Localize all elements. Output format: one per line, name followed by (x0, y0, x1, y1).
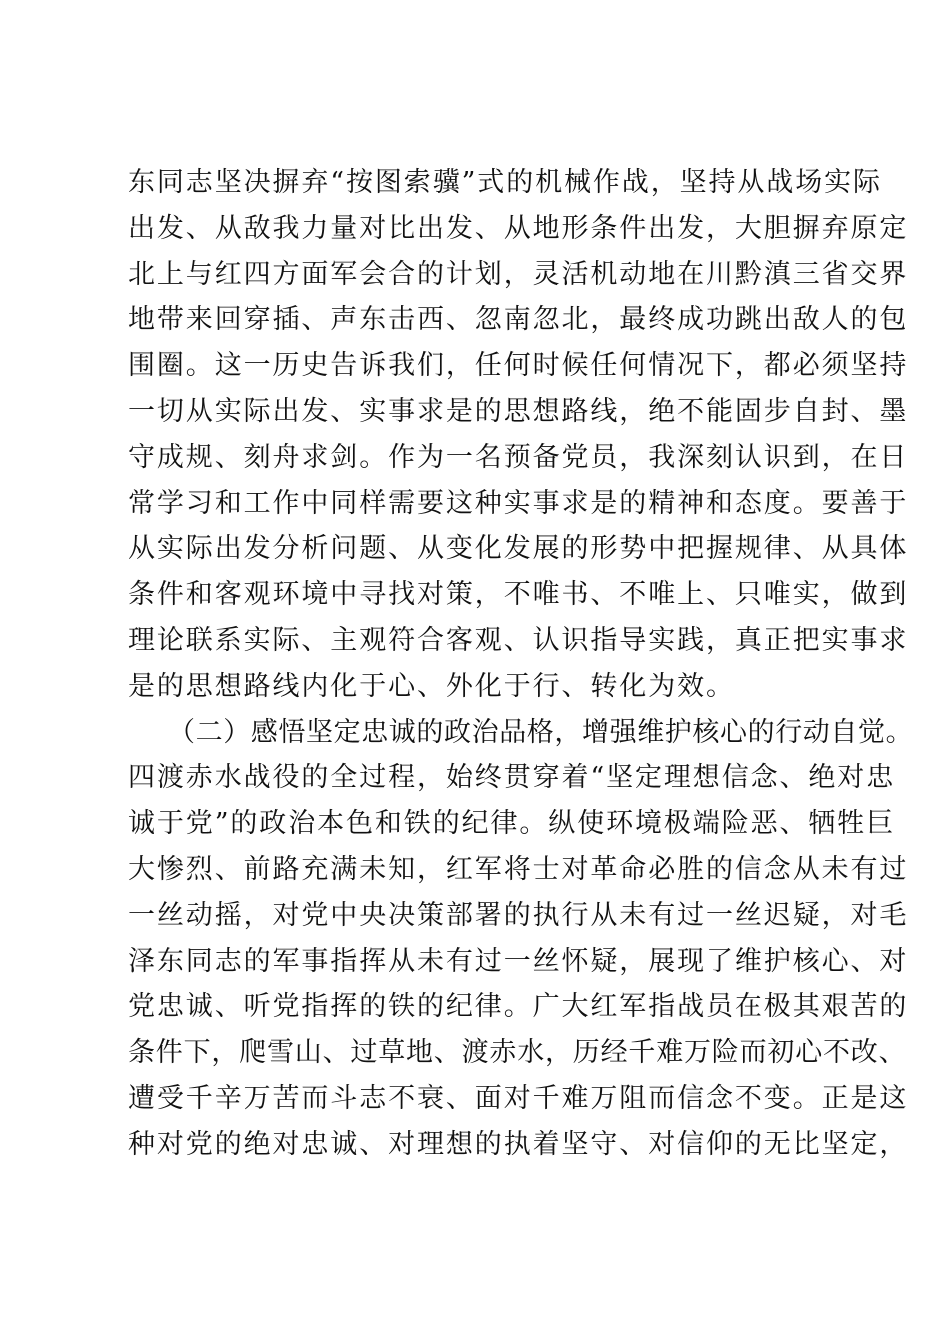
body-text (128, 160, 914, 1168)
text-line: 围圈。这一历史告诉我们，任何时候任何情况下，都必须坚持 (128, 350, 909, 382)
text-line: 种对党的绝对忠诚、对理想的执着坚守、对信仰的无比坚定， (128, 1128, 909, 1160)
text-line: 理论联系实际、主观符合客观、认识指导实践，真正把实事求 (128, 624, 909, 656)
section-heading: （二）感悟坚定忠诚的政治品格，增强维护核心的行动自觉。 (168, 716, 914, 748)
text-line: 北上与红四方面军会合的计划，灵活机动地在川黔滇三省交界 (128, 258, 909, 290)
text-line: 四渡赤水战役的全过程，始终贯穿着“坚定理想信念、绝对忠 (128, 762, 896, 794)
text-line: 地带来回穿插、声东击西、忽南忽北，最终成功跳出敌人的包 (128, 304, 909, 336)
text-line: 东同志坚决摒弃“按图索骥”式的机械作战，坚持从战场实际 (128, 167, 882, 198)
text-line: 党忠诚、听党指挥的铁的纪律。广大红军指战员在极其艰苦的 (128, 991, 909, 1023)
text-line: 条件和客观环境中寻找对策，不唯书、不唯上、只唯实，做到 (128, 579, 909, 611)
text-line: 泽东同志的军事指挥从未有过一丝怀疑，展现了维护核心、对 (128, 945, 909, 977)
text-line: 一丝动摇，对党中央决策部署的执行从未有过一丝迟疑，对毛 (128, 899, 909, 931)
text-line: 常学习和工作中同样需要这种实事求是的精神和态度。要善于 (128, 487, 909, 519)
text-line: 条件下，爬雪山、过草地、渡赤水，历经千难万险而初心不改、 (128, 1037, 907, 1069)
text-line: 出发、从敌我力量对比出发、从地形条件出发，大胆摒弃原定 (128, 212, 909, 244)
text-line: 诚于党”的政治本色和铁的纪律。纵使环境极端险恶、牺牲巨 (128, 808, 896, 840)
text-line: 是的思想路线内化于心、外化于行、转化为效。 (128, 670, 735, 702)
text-line: 从实际出发分析问题、从变化发展的形势中把握规律、从具体 (128, 533, 909, 565)
text-line: 一切从实际出发、实事求是的思想路线，绝不能固步自封、墨 (128, 395, 909, 427)
text-line: 遭受千辛万苦而斗志不衰、面对千难万阻而信念不变。正是这 (128, 1082, 909, 1114)
text-line: 大惨烈、前路充满未知，红军将士对革命必胜的信念从未有过 (128, 853, 909, 885)
text-line: 守成规、刻舟求剑。作为一名预备党员，我深刻认识到，在日 (128, 441, 909, 473)
